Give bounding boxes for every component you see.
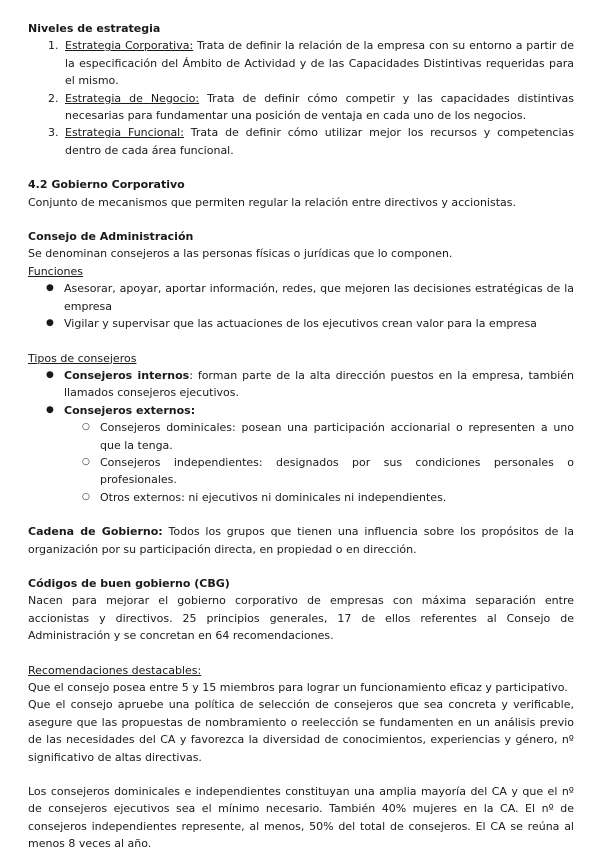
niveles-term: Estrategia Funcional: — [65, 126, 184, 140]
externos-term: Consejeros externos: — [64, 403, 196, 417]
tipos-list — [28, 367, 574, 506]
cbg-title: Códigos de buen gobierno (CBG) — [28, 576, 230, 590]
niveles-text: Trata de definir cómo competir y las capacidades distintivas necesarias para fundamentar una posición de ventaja en cada uno de los negocios. — [65, 91, 575, 123]
recomendaciones-p2: Que el consejo apruebe una política de selección de consejeros que sea concreta y verificable, asegure que las propuestas de nombramiento o reelección se fundamenten en un análisis previo de las necesidades del CA y favorezca la diversidad de conocimientos, experiencias y género, nº significativo de altas directivas. — [28, 698, 574, 764]
niveles-text: Trata de definir cómo utilizar mejor los recursos y competencias dentro de cada área funcional. — [65, 126, 574, 157]
consejo-title: Consejo de Administración — [28, 230, 194, 244]
niveles-title: Niveles de estrategia — [28, 22, 161, 35]
funciones-label: Funciones — [28, 264, 83, 278]
funciones-list — [28, 280, 574, 332]
cbg-text: Nacen para mejorar el gobierno corporativo de empresas con máxima separación entre accionistas y directivos. 25 principios generales, 17 de ellos referentes al Consejo de Administración y se concretan en 64 recomendaciones. — [28, 594, 574, 643]
document-page — [28, 20, 574, 853]
internos-term: Consejeros internos — [64, 368, 190, 382]
tipos-label: Tipos de consejeros — [28, 351, 137, 365]
niveles-term: Estrategia de Negocio: — [65, 91, 200, 105]
recomendaciones-p3: Los consejeros dominicales e independientes constituyan una amplia mayoría del CA y que el nº de consejeros ejecutivos sea el mínimo necesario. También 40% mujeres en la CA. El nº de consejeros independientes represente, al menos, 50% del total de consejeros. El CA se reúna al menos 8 veces al año. — [28, 785, 574, 851]
gobierno-title: 4.2 Gobierno Corporativo — [28, 178, 185, 192]
list-item: ○ Otros externos: ni ejecutivos ni dominicales ni independientes. — [100, 489, 574, 506]
recomendaciones-p1: Que el consejo posea entre 5 y 15 miembros para lograr un funcionamiento eficaz y participativo. — [28, 681, 568, 694]
niveles-list — [28, 37, 574, 159]
list-item: ○ Consejeros independientes: designados por sus condiciones personales o profesionales. — [100, 454, 574, 489]
list-item: ● Asesorar, apoyar, aportar información, redes, que mejoren las decisiones estratégicas de la empresa — [64, 280, 574, 315]
recomendaciones-label: Recomendaciones destacables: — [28, 663, 202, 677]
list-item — [64, 402, 574, 506]
list-item — [62, 37, 574, 89]
list-item — [62, 90, 574, 125]
niveles-term: Estrategia Corporativa: — [65, 39, 194, 53]
gobierno-text: Conjunto de mecanismos que permiten regular la relación entre directivos y accionistas. — [28, 195, 516, 209]
cadena-term: Cadena de Gobierno: — [28, 525, 163, 539]
externos-list — [64, 419, 574, 506]
list-item — [64, 367, 574, 402]
consejo-text: Se denominan consejeros a las personas físicas o jurídicas que lo componen. — [28, 247, 453, 261]
cadena-paragraph — [28, 523, 574, 558]
list-item: ● Vigilar y supervisar que las actuaciones de los ejecutivos crean valor para la empresa — [64, 315, 574, 332]
cadena-text: Todos los grupos que tienen una influencia sobre los propósitos de la organización por su participación directa, en propiedad o en dirección. — [28, 525, 574, 556]
list-item — [62, 124, 574, 159]
list-item: ○ Consejeros dominicales: posean una participación accionarial o representen a uno que la tenga. — [100, 419, 574, 454]
niveles-text: Trata de definir la relación de la empresa con su entorno a partir de la especificación del Ámbito de Actividad y de las Capacidades Distintivas requeridas para el mismo. — [65, 39, 574, 88]
internos-text: : forman parte de la alta dirección puestos en la empresa, también llamados consejeros ejecutivos. — [64, 368, 574, 400]
